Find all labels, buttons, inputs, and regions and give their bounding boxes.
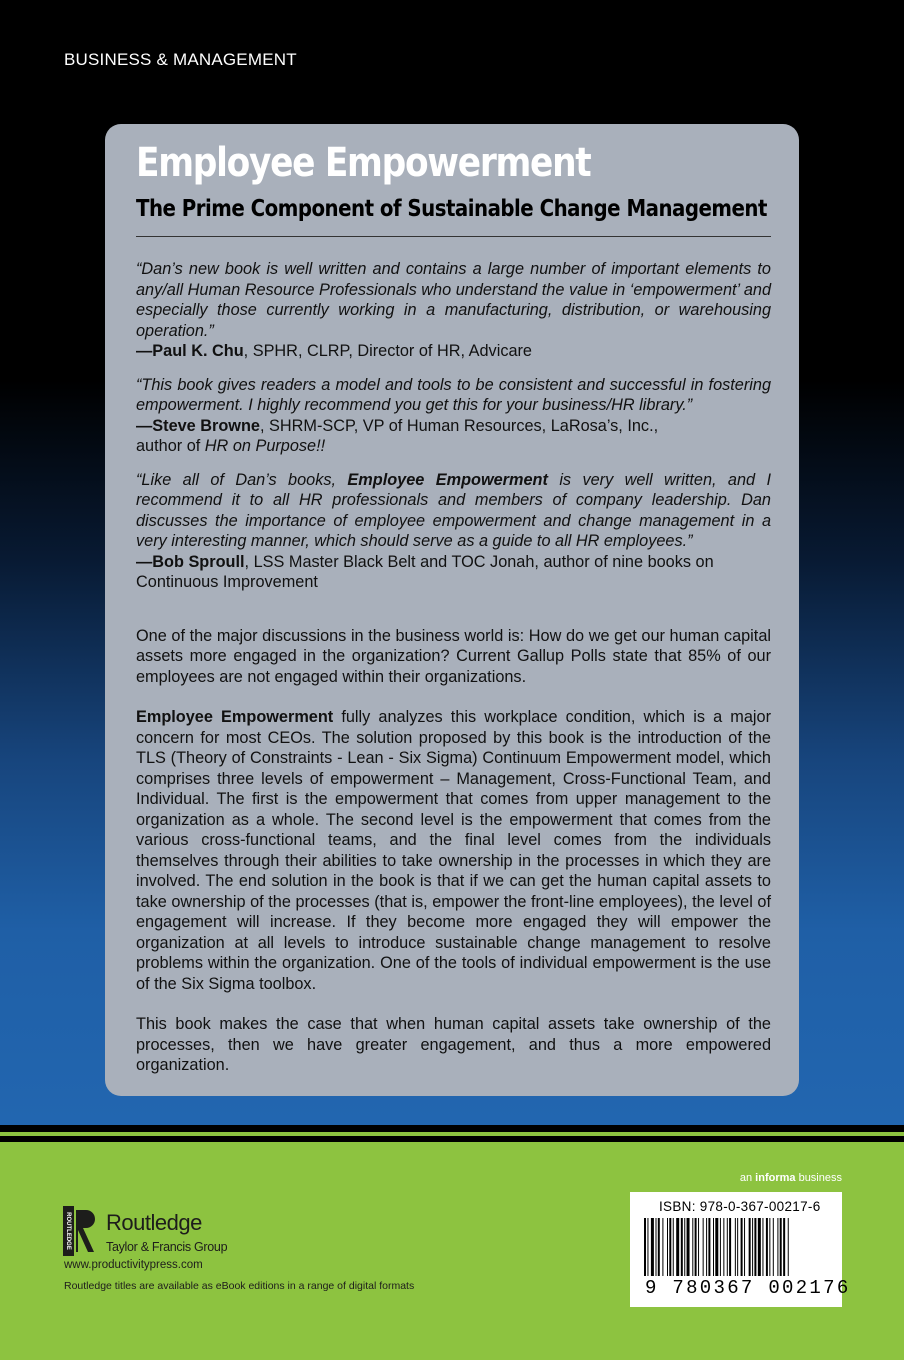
- informa-brand: informa: [755, 1172, 796, 1184]
- endorsement-text-part: “Like all of Dan’s books,: [136, 470, 348, 489]
- routledge-logo-icon: [63, 1206, 97, 1256]
- endorser-name: —Paul K. Chu: [136, 342, 244, 360]
- endorsement-text: “Dan’s new book is well written and contains a large number of important elements to any/all Human Resource Professionals who understand the value in ‘empowerment’ and especially those currently working in a manufacturing, distribution, or warehousing operation.”: [136, 260, 771, 340]
- endorser-role: , LSS Master Black Belt and TOC Jonah, author of nine books on Continuous Improvement: [136, 552, 714, 591]
- paragraph-text: fully analyzes this workplace condition, which is a major concern for most CEOs. The solution proposed by this book is the introduction of the TLS (Theory of Constraints - Lean - Six Sigma) Continuum Empowerment model, which comprises three levels of empowerment – Management, Cross-Functional Team, and Individual. The first is the empowerment that comes from upper management to the organization as a whole. The second level is the empowerment that comes from the various cross-functional teams, and the final level comes from the individuals themselves through their abilities to take ownership in the processes in which they are involved. The end solution in the book is that if we can get the human capital assets to take ownership of the processes (that is, empower the front-line employees), the level of engagement will increase. If they become more engaged they will empower the organization at all levels to introduce sustainable change management to resolve problems within the organization. One of the tools of individual empowerment is the use of the Six Sigma toolbox.: [136, 708, 771, 993]
- description-paragraph: This book makes the case that when human capital assets take ownership of the processes, then we have greater engagement, and thus a more empowered organization.: [136, 1015, 771, 1074]
- ebook-note: Routledge titles are available as eBook editions in a range of digital formats: [64, 1280, 415, 1292]
- endorser-book-title: HR on Purpose!!: [204, 437, 326, 455]
- footer-stripe: [0, 1132, 904, 1136]
- endorser-role: , SPHR, CLRP, Director of HR, Advicare: [243, 342, 532, 360]
- endorsement-attribution: [136, 416, 771, 437]
- publisher-group: Taylor & Francis Group: [106, 1240, 228, 1254]
- endorser-name: —Bob Sproull: [136, 552, 245, 571]
- informa-prefix: an: [739, 1172, 756, 1184]
- description-paragraph: [136, 707, 771, 994]
- logo-vertical-text: ROUTLEDGE: [64, 1212, 71, 1250]
- endorsement-text: “This book gives readers a model and tools to be consistent and successful in fostering empowerment. I highly recommend you get this for your business/HR library.”: [136, 375, 771, 414]
- informa-suffix: business: [795, 1172, 842, 1184]
- informa-tagline: [740, 1172, 842, 1184]
- isbn-text: ISBN: 978-0-367-00217-6: [659, 1199, 821, 1214]
- endorsement: [136, 259, 771, 362]
- endorsement: [136, 470, 771, 593]
- description-panel: [105, 124, 799, 1096]
- category-label: BUSINESS & MANAGEMENT: [64, 50, 297, 69]
- endorser-role: , SHRM-SCP, VP of Human Resources, LaRosa’s, Inc.,: [259, 416, 659, 435]
- endorsement-text: [136, 470, 771, 552]
- endorser-name: —Steve Browne: [136, 416, 260, 435]
- endorsement-attribution: [136, 341, 771, 362]
- publisher-website[interactable]: www.productivitypress.com: [64, 1259, 203, 1271]
- panel-content: [136, 259, 771, 1096]
- endorser-role-prefix: author of: [136, 437, 205, 455]
- endorsement-text-part: is very well written, and I recommend it to all HR professionals and members of company leadership. Dan discusses the importance of employee empowerment and change management in a very interesting manner, which should serve as a guide to all HR employees.”: [136, 470, 772, 550]
- publisher-name: Routledge: [106, 1210, 202, 1235]
- barcode-digits: 9 780367 002176: [645, 1277, 851, 1299]
- title-divider: [136, 236, 771, 237]
- book-title: Employee Empowerment: [136, 140, 591, 186]
- endorsement: [136, 375, 771, 457]
- endorsement-book-name: Employee Empowerment: [347, 470, 548, 489]
- endorsement-attribution: [136, 552, 771, 593]
- paragraph-book-name: Employee Empowerment: [136, 708, 334, 726]
- endorser-role-line2: [136, 436, 771, 457]
- barcode-icon: [638, 1218, 834, 1276]
- book-subtitle: The Prime Component of Sustainable Change Management: [136, 196, 767, 222]
- description-paragraph: One of the major discussions in the business world is: How do we get our human capital assets more engaged in the organization? Current Gallup Polls state that 85% of our employees are not engaged within their organizations.: [136, 626, 771, 686]
